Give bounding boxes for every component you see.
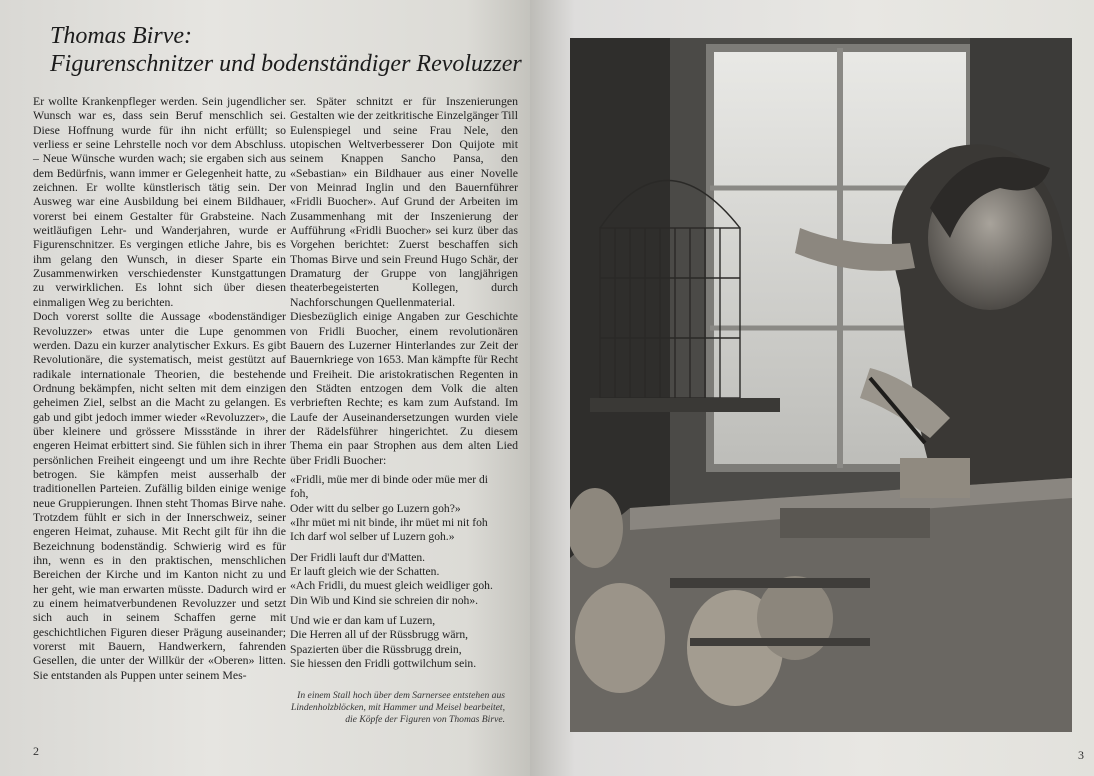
verse-line: «Ihr müet mi nit binde, ihr müet mi nit foh — [290, 515, 488, 529]
verse-2 — [290, 551, 518, 608]
photo-illustration — [570, 38, 1072, 732]
woodcarver-photo — [570, 38, 1072, 732]
verse-line: Die Herren all uf der Rüssbrugg wärn, — [290, 628, 469, 642]
page-number-right: 3 — [1078, 748, 1084, 762]
text-column-2 — [290, 94, 518, 671]
verse-line: Er lauft gleich wie der Schatten. — [290, 565, 440, 578]
verse-line: «Ach Fridli, du muest gleich weidliger goh. — [290, 579, 493, 593]
paragraph: Diesbezüglich einige Angaben zur Geschichte von Fridli Buocher, einem revolutionären Bauern des Luzerner Hinterlandes zur Zeit der Bauernkriege von 1653. Man kämpfte für Recht und Freiheit. Die aristokratischen Regenten in den Städten entzogen dem Volk die alten verbrieften Rechte; es kam zum Aufstand. Im Laufe der Auseinandersetzungen wurden viele der Rädelsführer hingerichtet. Zu diesem Thema ein paar Strophen aus dem alten Lied über Fridli Buocher: — [290, 309, 518, 467]
article-title — [50, 22, 520, 78]
paragraph: ser. Später schnitzt er für Inszenierungen Gestalten wie der zeitkritische Einzelgänger Till Eulenspiegel und seine Frau Nele, den utopischen Weltverbesserer Don Quijote mit seinem Knappen Sancho Pansa, den «Sebastian» ein Bildhauer aus einer Novelle von Meinrad Inglin und den Bauernführer «Fridli Buocher». Auf Grund der Arbeiten im Zusammenhang mit der Inszenierung der Aufführung «Fridli Buocher» sei kurz über das Vorgehen berichtet: Zuerst beschaffen sich Thomas Birve und sein Freund Hugo Schär, der Dramaturg der Gruppe von langjährigen theaterbegeisterten Kollegen, durch Nachforschungen Quellenmaterial. — [290, 94, 518, 309]
verse-line: foh, — [290, 487, 309, 501]
verse-line: Spazierten über die Rüssbrugg drein, — [290, 642, 462, 656]
verse-line: Und wie er dan kam uf Luzern, — [290, 614, 436, 628]
verse-line: Sie hiessen den Fridli gottwilchum sein. — [290, 657, 477, 671]
text-column-1 — [33, 94, 286, 682]
verse-1 — [290, 473, 518, 545]
verse-line: Oder witt du selber go Luzern goh?» — [290, 501, 461, 515]
photo-caption: In einem Stall hoch über dem Sarnersee entstehen aus Lindenholzblöcken, mit Hammer und Meisel bearbeitet, die Köpfe der Figuren von Thomas Birve. — [291, 690, 505, 725]
page-number-left: 2 — [33, 744, 39, 758]
paragraph: Er wollte Krankenpfleger werden. Sein jugendlicher Wunsch war es, dass sein Beruf menschlich sei. Diese Hoffnung wurde für ihn nicht erfüllt; so verliess er seine Lehrstelle noch vor dem Abschluss. – Neue Wünsche wurden wach; sie ergaben sich aus dem Bedürfnis, wann immer er Gelegenheit hatte, zu zeichnen. Er wollte künstlerisch tätig sein. Der Ausweg war eine Ausbildung bei einem Bildhauer, vorerst bei einem Gestalter für Grabsteine. Nach weitläufigen Lehr- und Wanderjahren, wurde er Figurenschnitzer. Es vergingen etliche Jahre, bis es ihm gelang den Wunsch, in dieser Sparte ein Zusammenwirken verschiedenster Kunstgattungen zu verwirklichen. Es lohnt sich über diesen einmaligen Weg zu berichten. — [33, 94, 286, 309]
paragraph: Doch vorerst sollte die Aussage «bodenständiger Revoluzzer» etwas unter die Lupe genommen werden. Dazu ein kurzer analytischer Exkurs. Es gibt Revolutionäre, die systematisch, meist gestützt auf radikale internationale Theorien, die bestehende Ordnung bekämpfen, nicht selten mit dem einzigen geheimen Ziel, selbst an die Macht zu gelangen. Es gab und gibt jedoch immer wieder «Revoluzzer», die über kleinere und grössere Missstände in ihrer engeren Heimat erbittert sind. Sie fühlen sich in ihrer persönlichen Freiheit eingeengt und um ihre Rechte betrogen. Sie kämpfen meist ausserhalb der traditionellen Parteien. Zufällig bilden einige wenige neue Gruppierungen. Ihnen steht Thomas Birve nahe. Trotzdem fühlt er sich in der Innerschweiz, seiner engeren Heimat, zuhause. Mit Recht gilt für ihn die Bezeichnung bodenständig. Schwierig wird es für ihn, wenn es in den praktischen, menschlichen Bereichen der Kirche und im Kanton nicht zu und her geht, wie man erwarten müsste. Dadurch wird er zu einem heimatverbundenen Revoluzzer und setzt sich auch in seinem Schaffen gerne mit geschichtlichen Figuren dieser Prägung auseinander; vorerst mit Bauern, Handwerkern, fahrenden Gesellen, die unter der Willkür der «Oberen» litten. Sie entstanden als Puppen unter seinem Mes- — [33, 309, 286, 682]
title-line-2: Figurenschnitzer und bodenständiger Revoluzzer — [50, 51, 522, 77]
left-page — [0, 0, 530, 776]
right-page — [530, 0, 1094, 776]
title-line-1: Thomas Birve: — [50, 23, 192, 49]
verse-line: Din Wib und Kind sie schreien dir noh». — [290, 593, 479, 607]
verse-line: Der Fridli lauft dur d'Matten. — [290, 550, 426, 564]
verse-line: Ich darf wol selber uf Luzern goh.» — [290, 530, 455, 544]
verse-line: «Fridli, müe mer di binde oder müe mer di — [290, 472, 489, 486]
verse-3 — [290, 614, 518, 671]
